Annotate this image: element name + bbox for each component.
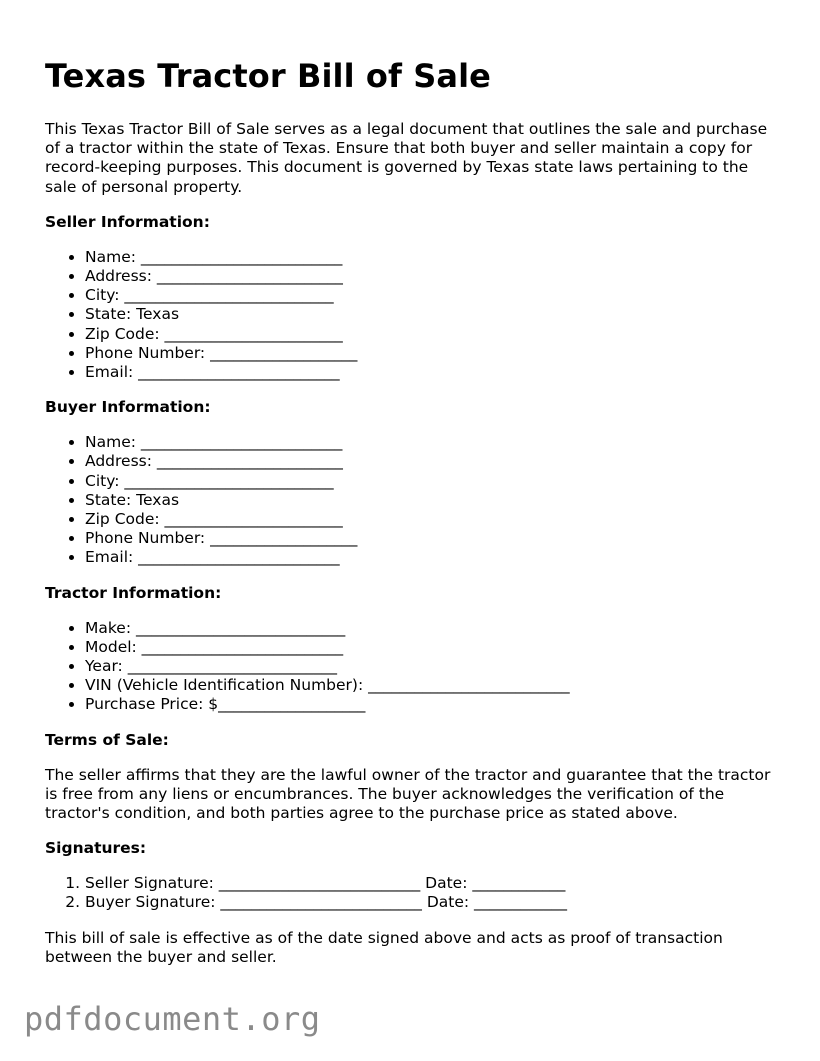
signatures-list [45, 874, 780, 912]
seller-city-item: • City: ___________________________ [85, 286, 780, 305]
terms-heading: Terms of Sale: [45, 730, 169, 749]
seller-address-item: • Address: ________________________ [85, 267, 780, 286]
buyer-signature-item: 2. Buyer Signature: __________________________ Date: ____________ [85, 893, 780, 912]
seller-heading: Seller Information: [45, 212, 210, 231]
intro-paragraph: This Texas Tractor Bill of Sale serves as a legal document that outlines the sale and purchase of a tractor within the state of Texas. Ensure that both buyer and seller maintain a copy for record-keeping purposes. This document is governed by Texas state laws pertaining to the sale of personal property. [45, 120, 768, 196]
buyer-address-item: • Address: ________________________ [85, 452, 780, 471]
seller-zip-item: • Zip Code: _______________________ [85, 325, 780, 344]
page-title: Texas Tractor Bill of Sale [45, 57, 491, 95]
seller-email-item: • Email: __________________________ [85, 363, 780, 382]
tractor-vin-item: • VIN (Vehicle Identification Number): __________________________ [85, 676, 780, 695]
buyer-email-item: • Email: __________________________ [85, 548, 780, 567]
seller-signature-item: 1. Seller Signature: __________________________ Date: ____________ [85, 874, 780, 893]
buyer-zip-item: • Zip Code: _______________________ [85, 510, 780, 529]
tractor-model-item: • Model: __________________________ [85, 638, 780, 657]
buyer-city-item: • City: ___________________________ [85, 472, 780, 491]
closing-paragraph: This bill of sale is effective as of the date signed above and acts as proof of transaction between the buyer and seller. [45, 928, 723, 966]
watermark-text: pdfdocument.org [24, 1000, 321, 1038]
buyer-heading: Buyer Information: [45, 398, 211, 417]
tractor-heading: Tractor Information: [45, 583, 222, 602]
seller-state-item: • State: Texas [85, 305, 780, 324]
buyer-phone-item: • Phone Number: ___________________ [85, 529, 780, 548]
signatures-heading: Signatures: [45, 839, 147, 858]
tractor-year-item: • Year: ___________________________ [85, 657, 780, 676]
seller-name-item: • Name: __________________________ [85, 248, 780, 267]
tractor-list [45, 619, 780, 715]
tractor-make-item: • Make: ___________________________ [85, 619, 780, 638]
buyer-name-item: • Name: __________________________ [85, 433, 780, 452]
document-page [45, 56, 780, 967]
seller-phone-item: • Phone Number: ___________________ [85, 344, 780, 363]
seller-list [45, 248, 780, 382]
buyer-state-item: • State: Texas [85, 491, 780, 510]
buyer-list [45, 433, 780, 567]
tractor-price-item: • Purchase Price: $___________________ [85, 695, 780, 714]
terms-paragraph: The seller affirms that they are the lawful owner of the tractor and guarantee that the tractor is free from any liens or encumbrances. The buyer acknowledges the verification of the tractor's condition, and both parties agree to the purchase price as stated above. [45, 765, 771, 823]
